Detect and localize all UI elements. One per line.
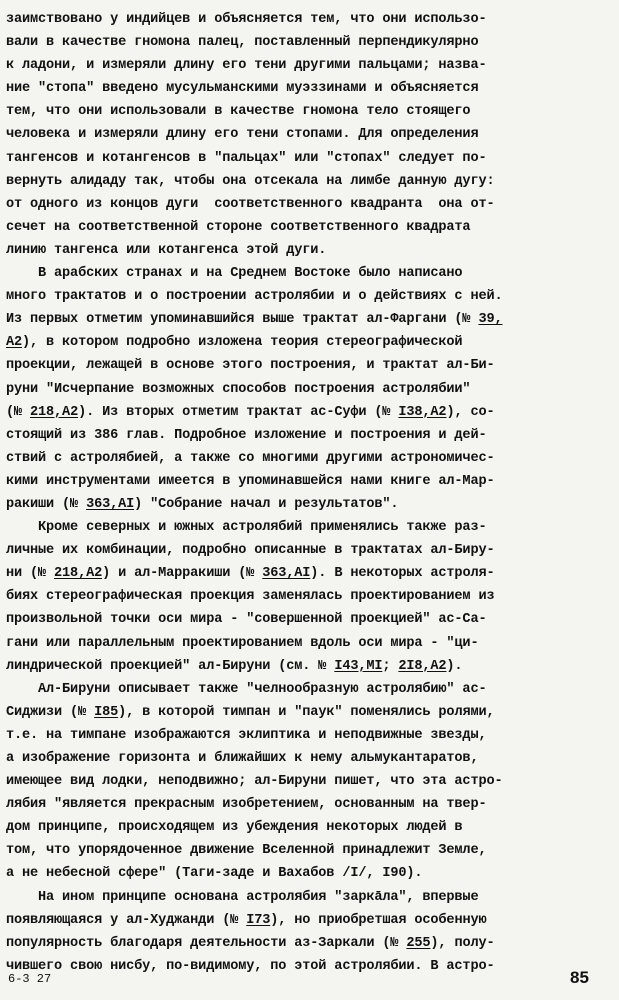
reference-number: I73: [246, 912, 271, 928]
text-line: [6, 516, 613, 539]
text-line: [6, 932, 613, 955]
text-line: [6, 539, 613, 562]
text-line: [6, 955, 613, 978]
text-run: чившего свою нисбу, по-видимому, по этой астролябии. В астро-: [6, 958, 495, 974]
text-line: [6, 770, 613, 793]
text-run: тем, что они использовали в качестве гномона тело стоящего: [6, 104, 471, 120]
text-run: ), со-: [446, 404, 495, 420]
text-run: ), в котором подробно изложена теория стереографической: [22, 335, 463, 351]
text-line: [6, 378, 613, 401]
text-line: [6, 701, 613, 724]
text-line: [6, 354, 613, 377]
text-line: [6, 909, 613, 932]
text-line: [6, 285, 613, 308]
text-line: [6, 424, 613, 447]
reference-number: I43,MI: [334, 658, 383, 674]
text-run: ). В некоторых астроля-: [310, 566, 495, 582]
text-run: ракиши (№: [6, 496, 87, 512]
text-line: [6, 655, 613, 678]
reference-number: 218,A2: [54, 566, 103, 582]
text-line: [6, 632, 613, 655]
text-run: ние "стопа" введено мусульманскими муэззинами и объясняется: [6, 81, 479, 97]
text-run: вернуть алидаду так, чтобы она отсекала на лимбе данную дугу:: [6, 173, 495, 189]
text-run: биях стереографическая проекция заменялась проектированием из: [6, 589, 495, 605]
text-line: [6, 100, 613, 123]
text-line: [6, 31, 613, 54]
text-run: вали в качестве гномона палец, поставленный перпендикулярно: [6, 35, 479, 51]
text-run: линию тангенса или котангенса этой дуги.: [6, 242, 327, 258]
text-run: (№: [6, 404, 31, 420]
text-line: [6, 724, 613, 747]
text-run: а изображение горизонта и ближайших к нему альмукантаратов,: [6, 751, 479, 766]
text-line: [6, 816, 613, 839]
text-run: т.е. на тимпане изображаются эклиптика и неподвижные звезды,: [6, 727, 487, 743]
reference-number: I85: [94, 704, 119, 720]
text-run: ), но приобретшая особенную: [270, 912, 487, 928]
text-run: ), в которой тимпан и "паук" поменялись ролями,: [118, 704, 495, 720]
text-line: [6, 493, 613, 516]
text-line: [6, 447, 613, 470]
text-run: ни (№: [6, 566, 55, 582]
text-line: [6, 747, 613, 770]
text-run: а не небесной сфере" (Таги-заде и Вахабов /I/, I90).: [6, 866, 423, 882]
printer-signature: 6-3 27: [8, 972, 52, 986]
text-run: появляющаяся у ал-Худжанди (№: [6, 912, 247, 928]
text-run: ;: [382, 658, 399, 674]
text-run: тангенсов и котангенсов в "пальцах" или "стопах" следует по-: [6, 150, 487, 166]
text-run: ствий с астролябией, а также со многими другими астрономичес-: [6, 450, 495, 466]
text-run: лябия "является прекрасным изобретением, основанным на твер-: [6, 797, 487, 813]
text-line: [6, 239, 613, 262]
reference-number: 2I8,A2: [398, 658, 447, 674]
text-line: [6, 331, 613, 354]
text-run: Сиджизи (№: [6, 704, 95, 720]
reference-number: 218,A2: [30, 404, 79, 420]
reference-number: A2: [6, 335, 23, 351]
text-run: том, что упорядоченное движение Вселенной принадлежит Земле,: [6, 843, 487, 859]
text-line: [6, 54, 613, 77]
text-line: [6, 308, 613, 331]
text-run: ) "Собрание начал и результатов".: [134, 496, 399, 512]
text-run: сечет на соответственной стороне соответственного квадрата: [6, 219, 471, 235]
text-line: [6, 585, 613, 608]
text-line: [6, 862, 613, 885]
text-run: произвольной точки оси мира - "совершенной проекцией" ас-Са-: [6, 612, 487, 628]
reference-number: 39,: [478, 312, 503, 328]
text-run: Кроме северных и южных астролябий применялись также раз-: [6, 520, 487, 536]
text-run: имеющее вид лодки, неподвижно; ал-Бируни пишет, что эта астро-: [6, 774, 503, 790]
text-line: [6, 262, 613, 285]
body-text: [6, 8, 613, 978]
text-run: много трактатов и о построении астролябии и о действиях с ней.: [6, 289, 503, 305]
text-line: [6, 470, 613, 493]
text-line: [6, 608, 613, 631]
text-run: линдрической проекцией" ал-Бируни (см. №: [6, 658, 335, 674]
text-line: [6, 886, 613, 909]
text-run: к ладони, и измеряли длину его тени другими пальцами; назва-: [6, 58, 487, 74]
reference-number: 363,AI: [86, 496, 135, 512]
text-line: [6, 839, 613, 862]
text-run: Ал-Бируни описывает также "челнообразную астролябию" ас-: [6, 681, 487, 697]
page-number: 85: [570, 968, 589, 987]
text-line: [6, 793, 613, 816]
reference-number: 255: [406, 935, 431, 951]
reference-number: 363,AI: [262, 566, 311, 582]
text-run: гани или параллельным проектированием вдоль оси мира - "ци-: [6, 635, 479, 651]
text-line: [6, 401, 613, 424]
text-line: [6, 678, 613, 701]
text-line: [6, 147, 613, 170]
text-line: [6, 193, 613, 216]
text-run: стоящий из 386 глав. Подробное изложение и построения и дей-: [6, 427, 487, 443]
text-run: Из первых отметим упоминавшийся выше трактат ал-Фаргани (№: [6, 312, 479, 328]
text-run: руни "Исчерпание возможных способов построения астролябии": [6, 381, 471, 397]
text-run: дом принципе, происходящем из убеждения некоторых людей в: [6, 820, 463, 836]
text-run: популярность благодаря деятельности аз-Заркали (№: [6, 935, 407, 951]
text-run: ), полу-: [430, 935, 495, 951]
text-line: [6, 123, 613, 146]
text-run: ) и ал-Марракиши (№: [102, 566, 263, 582]
text-line: [6, 8, 613, 31]
text-run: заимствовано у индийцев и объясняется тем, что они использо-: [6, 12, 487, 27]
text-run: ). Из вторых отметим трактат ас-Суфи (№: [78, 404, 399, 420]
text-line: [6, 170, 613, 193]
text-run: проекции, лежащей в основе этого построения, и трактат ал-Би-: [6, 358, 495, 374]
text-line: [6, 216, 613, 239]
text-line: [6, 562, 613, 585]
reference-number: I38,A2: [398, 404, 447, 420]
text-run: человека и измеряли длину его тени стопами. Для определения: [6, 127, 479, 143]
text-run: На ином принципе основана астролябия "заркāла", впервые: [6, 889, 479, 905]
text-run: ).: [446, 658, 463, 674]
text-run: кими инструментами имеется в упоминавшейся нами книге ал-Мар-: [6, 473, 495, 489]
text-run: В арабских странах и на Среднем Востоке было написано: [6, 266, 463, 282]
text-line: [6, 77, 613, 100]
text-run: личные их комбинации, подробно описанные в трактатах ал-Биру-: [6, 543, 495, 559]
text-run: от одного из концов дуги соответственного квадранта она от-: [6, 196, 495, 212]
